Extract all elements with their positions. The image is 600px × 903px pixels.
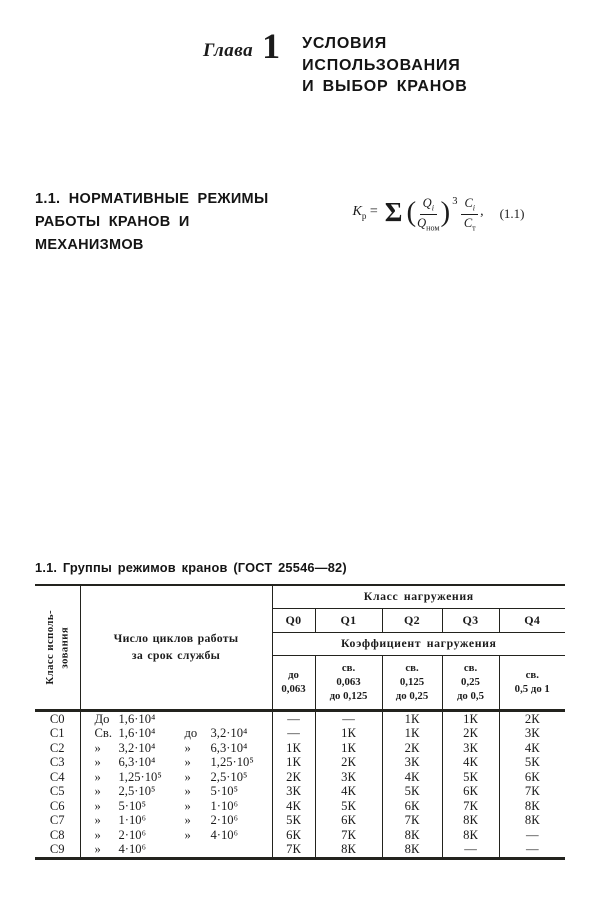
load-cell: 1К bbox=[382, 710, 442, 726]
fraction-numerator: $Q_i$ bbox=[420, 196, 437, 215]
table-row bbox=[35, 784, 565, 799]
fraction-q bbox=[417, 196, 439, 233]
load-cell: 5К bbox=[499, 755, 565, 770]
cycles-cell: » 5·10⁵ » 1·10⁶ bbox=[80, 799, 272, 814]
load-cell: 2К bbox=[442, 726, 499, 741]
header-cycles: Число циклов работы за срок службы bbox=[80, 585, 272, 710]
load-cell: 1К bbox=[272, 755, 315, 770]
formula-comma: , bbox=[480, 203, 484, 219]
header-load-class: Класс нагружения bbox=[272, 585, 565, 608]
cycles-cell: » 3,2·10⁴ » 6,3·10⁴ bbox=[80, 741, 272, 756]
cycles-cell: » 4·10⁶ bbox=[80, 842, 272, 858]
load-cell: — bbox=[499, 828, 565, 843]
load-cell: 7К bbox=[442, 799, 499, 814]
fraction-numerator: $C_i$ bbox=[461, 196, 478, 215]
class-cell: С6 bbox=[49, 798, 65, 813]
table-row bbox=[35, 755, 565, 770]
right-column bbox=[306, 188, 571, 266]
load-cell: — bbox=[315, 710, 382, 726]
exponent: 3 bbox=[452, 196, 458, 207]
header-q-label: Q3 bbox=[442, 608, 499, 632]
load-cell: 1К bbox=[272, 741, 315, 756]
load-cell: 7К bbox=[499, 784, 565, 799]
chapter-header bbox=[203, 28, 468, 98]
left-column bbox=[35, 188, 296, 266]
cycles-cell: » 1,25·10⁵ » 2,5·10⁵ bbox=[80, 770, 272, 785]
load-cell: 6К bbox=[442, 784, 499, 799]
load-cell: 5К bbox=[442, 770, 499, 785]
load-cell: — bbox=[499, 842, 565, 858]
load-cell: 8К bbox=[442, 828, 499, 843]
load-cell: 4К bbox=[315, 784, 382, 799]
header-q-label: Q4 bbox=[499, 608, 565, 632]
cycles-cell: » 6,3·10⁴ » 1,25·10⁵ bbox=[80, 755, 272, 770]
load-cell: — bbox=[442, 842, 499, 858]
load-cell: 3К bbox=[382, 755, 442, 770]
equation-number: (1.1) bbox=[499, 205, 525, 221]
load-cell: 8К bbox=[499, 799, 565, 814]
load-cell: 8К bbox=[382, 828, 442, 843]
formula-1-1 bbox=[306, 193, 571, 235]
load-cell: — bbox=[272, 710, 315, 726]
load-cell: 5К bbox=[315, 799, 382, 814]
load-cell: 3К bbox=[272, 784, 315, 799]
load-cell: — bbox=[272, 726, 315, 741]
load-cell: 1К bbox=[315, 726, 382, 741]
header-q-label: Q2 bbox=[382, 608, 442, 632]
header-range: св. 0,25 до 0,5 bbox=[442, 655, 499, 710]
cycles-cell: » 1·10⁶ » 2·10⁶ bbox=[80, 813, 272, 828]
header-range: св. 0,063 до 0,125 bbox=[315, 655, 382, 710]
header-range: св. 0,5 до 1 bbox=[499, 655, 565, 710]
fraction-denominator: $Q_{ном}$ bbox=[417, 215, 440, 232]
open-paren: ( bbox=[406, 196, 417, 229]
table-row bbox=[35, 842, 565, 858]
load-cell: 1К bbox=[442, 710, 499, 726]
load-cell: 8К bbox=[442, 813, 499, 828]
class-cell: С9 bbox=[49, 842, 65, 856]
load-cell: 5К bbox=[272, 813, 315, 828]
load-cell: 3К bbox=[499, 726, 565, 741]
class-cell: С2 bbox=[49, 740, 65, 755]
load-cell: 1К bbox=[382, 726, 442, 741]
load-cell: 4К bbox=[272, 799, 315, 814]
fraction-denominator: $C_т$ bbox=[463, 215, 476, 232]
table-row bbox=[35, 770, 565, 785]
load-cell: 2К bbox=[272, 770, 315, 785]
close-paren: ) bbox=[440, 196, 451, 229]
table-row bbox=[35, 726, 565, 741]
load-cell: 5К bbox=[382, 784, 442, 799]
table-row bbox=[35, 828, 565, 843]
formula-lhs: $K_р$ = bbox=[352, 203, 378, 221]
load-cell: 7К bbox=[272, 842, 315, 858]
load-cell: 2К bbox=[382, 741, 442, 756]
class-cell: С0 bbox=[35, 710, 80, 726]
sigma-symbol: Σ bbox=[384, 196, 403, 227]
table-caption: 1.1. Группы режимов кранов (ГОСТ 25546—82) bbox=[35, 560, 347, 575]
load-cell: 6К bbox=[315, 813, 382, 828]
load-cell: 8К bbox=[382, 842, 442, 858]
class-cell: С8 bbox=[49, 827, 65, 842]
header-range: до 0,063 bbox=[272, 655, 315, 710]
header-class-usage: Класс исполь- зования bbox=[43, 609, 71, 685]
class-cell: С4 bbox=[49, 769, 65, 784]
chapter-number: 1 bbox=[262, 26, 281, 66]
load-cell: 3К bbox=[315, 770, 382, 785]
cycles-cell: Св. 1,6·10⁴ до 3,2·10⁴ bbox=[80, 726, 272, 741]
load-cell: 8К bbox=[499, 813, 565, 828]
section-heading: 1.1. НОРМАТИВНЫЕ РЕЖИМЫ РАБОТЫ КРАНОВ И МЕХАНИЗМОВ bbox=[35, 191, 269, 253]
cycles-cell: » 2·10⁶ » 4·10⁶ bbox=[80, 828, 272, 843]
load-cell: 4К bbox=[499, 741, 565, 756]
table-row bbox=[35, 813, 565, 828]
chapter-label: Глава bbox=[203, 40, 254, 61]
load-cell: 3К bbox=[442, 741, 499, 756]
load-cell: 4К bbox=[442, 755, 499, 770]
load-cell: 1К bbox=[315, 741, 382, 756]
header-q-label: Q0 bbox=[272, 608, 315, 632]
text-columns bbox=[35, 188, 571, 266]
cycles-cell: » 2,5·10⁵ » 5·10⁵ bbox=[80, 784, 272, 799]
class-cell: С1 bbox=[49, 726, 65, 740]
load-cell: 4К bbox=[382, 770, 442, 785]
load-cell: 2К bbox=[499, 710, 565, 726]
header-load-coefficient: Коэффициент нагружения bbox=[272, 632, 565, 655]
load-cell: 2К bbox=[315, 755, 382, 770]
load-cell: 6К bbox=[382, 799, 442, 814]
table-row bbox=[35, 710, 565, 726]
chapter-title: УСЛОВИЯ ИСПОЛЬЗОВАНИЯ И ВЫБОР КРАНОВ bbox=[302, 35, 468, 95]
load-cell: 7К bbox=[382, 813, 442, 828]
class-cell: С5 bbox=[49, 784, 65, 798]
class-cell: С7 bbox=[49, 813, 65, 827]
load-cell: 8К bbox=[315, 842, 382, 858]
regimes-table bbox=[35, 584, 565, 860]
class-cell: С3 bbox=[49, 755, 65, 769]
load-cell: 6К bbox=[272, 828, 315, 843]
fraction-c bbox=[461, 196, 478, 233]
load-cell: 6К bbox=[499, 770, 565, 785]
load-cell: 7К bbox=[315, 828, 382, 843]
header-range: св. 0,125 до 0,25 bbox=[382, 655, 442, 710]
table-row bbox=[35, 741, 565, 756]
table-row bbox=[35, 799, 565, 814]
cycles-cell: До 1,6·10⁴ bbox=[80, 710, 272, 726]
header-q-label: Q1 bbox=[315, 608, 382, 632]
